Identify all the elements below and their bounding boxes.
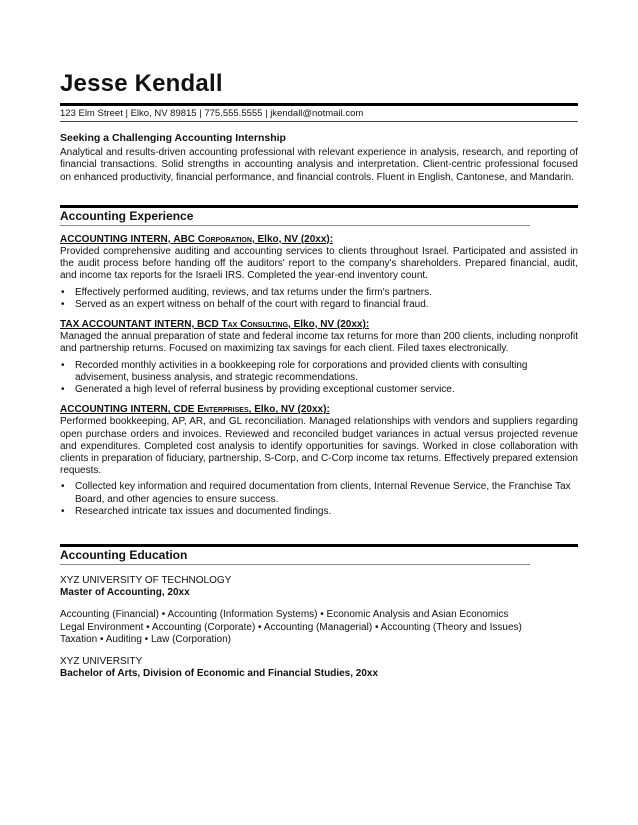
summary-paragraph: Analytical and results-driven accounting professional with relevant experience in analysis, research, and reporting of financial transactions. Solid strengths in accounting analysis and interpretation. Client-centric professional focused on enhanced productivity, financial performance, and financial controls. Fluent in English, Cantonese, and Mandarin. (60, 147, 578, 183)
course-line: Taxation • Auditing • Law (Corporation) (60, 633, 231, 645)
resume-page (60, 70, 578, 681)
job-description: Managed the annual preparation of state and federal income tax returns for more than 200 clients, including nonprofit and partnership returns. Focused on maximizing tax savings for each client. Filed taxes electronically. (60, 331, 578, 355)
job-bullets (60, 360, 578, 397)
header-rule (60, 103, 578, 106)
section-underline (60, 564, 530, 565)
course-line: Legal Environment • Accounting (Corporate) • Accounting (Managerial) • Accounting (Theory and Issues) (60, 621, 522, 633)
education-entry (60, 656, 578, 680)
course-list (60, 609, 578, 646)
contact-line: 123 Elm Street | Elko, NV 89815 | 775.555.5555 | jkendall@notmail.com (60, 108, 364, 119)
job-company: ABC Corporation (173, 233, 252, 245)
job-description: Performed bookkeeping, AP, AR, and GL reconciliation. Managed relationships with vendors and suppliers regarding open purchase orders and invoices. Reviewed and reconciled budget variances in actual versus projected revenue and expenditures. Completed cost analysis to identify opportunities for savings. Worked in close collaboration with clients in preparation of fiduciary, partnership, S-Corp, and C-Corp income tax returns. Effectively prepared extension requests. (60, 416, 578, 477)
section-title: Accounting Experience (60, 208, 194, 223)
school-name: XYZ UNIVERSITY (60, 656, 143, 668)
contact-rule (60, 121, 578, 122)
section-bar (60, 544, 578, 547)
job-location: , Elko, NV (20xx): (251, 233, 334, 245)
degree-title: Bachelor of Arts (60, 668, 138, 680)
job-title (60, 234, 578, 246)
job-location: , Elko, NV (20xx): (248, 404, 330, 416)
job-bullet: • Effectively performed auditing, reviews, and tax returns under the firm's partners. (60, 287, 578, 299)
job-role: TAX ACCOUNTANT INTERN, (60, 319, 198, 331)
job-company: BCD Tax Consulting (197, 319, 289, 331)
job-bullet: • Served as an expert witness on behalf of the court with regard to financial fraud. (60, 299, 578, 311)
candidate-name: Jesse Kendall (60, 70, 223, 97)
section-title: Accounting Education (60, 548, 188, 563)
degree-detail: , Division of Economic and Financial Studies, 20xx (137, 668, 379, 680)
section-underline (60, 225, 530, 226)
objective-title: Seeking a Challenging Accounting Internship (60, 132, 286, 144)
course-line: Accounting (Financial) • Accounting (Information Systems) • Economic Analysis and Asian Economics (60, 609, 509, 621)
job-location: , Elko, NV (20xx): (288, 319, 370, 331)
education-entry (60, 575, 578, 646)
job-entry (60, 234, 578, 311)
job-title (60, 319, 578, 331)
job-role: ACCOUNTING INTERN, (60, 233, 174, 245)
job-bullets (60, 481, 578, 518)
degree (60, 668, 578, 680)
job-entry (60, 404, 578, 518)
job-bullet: • Collected key information and required documentation from clients, Internal Revenue Service, the Franchise Tax Board, and other agencies to ensure success. (60, 481, 578, 505)
section-bar (60, 205, 578, 208)
job-bullet: • Recorded monthly activities in a bookkeeping role for corporations and provided clients with consulting advisement, business analysis, and strategic recommendations. (60, 360, 578, 384)
job-bullet: • Researched intricate tax issues and documented findings. (60, 506, 578, 518)
school-name: XYZ UNIVERSITY OF TECHNOLOGY (60, 575, 232, 587)
job-role: ACCOUNTING INTERN, (60, 404, 174, 416)
degree: Master of Accounting, 20xx (60, 587, 190, 599)
job-bullets (60, 287, 578, 311)
job-company: CDE Enterprises (173, 404, 249, 416)
job-bullet: • Generated a high level of referral business by providing exceptional customer service. (60, 384, 578, 396)
job-description: Provided comprehensive auditing and accounting services to clients throughout Israel. Participated and assisted in the audit process before handing off the auditors' report to the company's shareholders. Prepared financial, audit, and income tax reports for the Israeli IRS. Completed the year-end inventory count. (60, 246, 578, 282)
job-entry (60, 319, 578, 396)
education-section-header (60, 544, 578, 565)
experience-section-header (60, 205, 578, 226)
job-title (60, 404, 578, 416)
